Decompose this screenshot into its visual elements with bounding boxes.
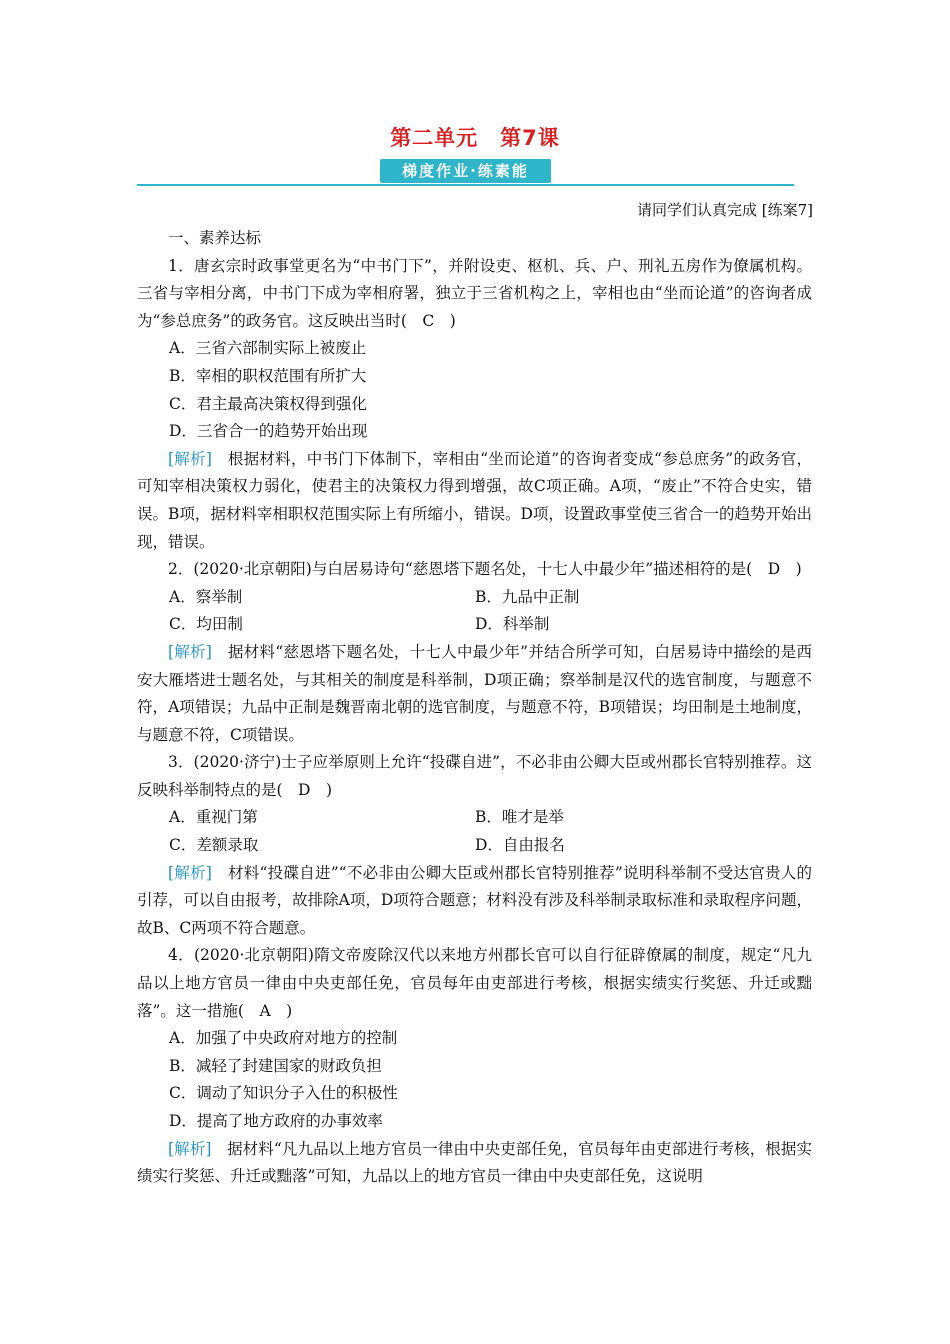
question-1-option-a: A．三省六部制实际上被废止: [169, 339, 367, 358]
question-1-option-b: B．宰相的职权范围有所扩大: [169, 366, 367, 385]
question-2-analysis: [137, 639, 812, 749]
analysis-text: 据材料“凡九品以上地方官员一律由中央吏部任免，官员每年由吏部进行考核，根据实绩实行奖惩、升迁或黜落”可知，九品以上的地方官员一律由中央吏部任免，这说明: [137, 1139, 812, 1186]
practice-note: 请同学们认真完成 [练案7]: [636, 201, 813, 219]
question-3-analysis: [137, 860, 812, 943]
question-1-option-d: D．三省合一的趋势开始出现: [169, 422, 368, 441]
question-2-options-row-1: [137, 584, 812, 612]
question-2-option-a: A．察举制: [169, 587, 243, 606]
question-2-option-b: B．九品中正制: [475, 587, 580, 606]
analysis-tag: [解析]: [168, 863, 212, 882]
analysis-text: 根据材料，中书门下体制下，宰相由“坐而论道”的咨询者变成“参总庶务”的政务官，可知宰相决策权力弱化，使君主的决策权力得到增强，故C项正确。A项，“废止”不符合史实，错误。B项，据材料宰相职权范围实际上有所缩小，错误。D项，设置政事堂使三省合一的趋势开始出现，错误。: [137, 449, 812, 551]
question-2-option-c: C．均田制: [169, 615, 243, 634]
question-2-stem: 2．(2020·北京朝阳)与白居易诗句“慈恩塔下题名处，十七人中最少年”描述相符的是( D ): [168, 560, 802, 579]
analysis-text: 据材料“慈恩塔下题名处，十七人中最少年”并结合所学可知，白居易诗中描绘的是西安大雁塔进士题名处，与其相关的制度是科举制，D项正确；察举制是汉代的选官制度，与题意不符，A项错误；九品中正制是魏晋南北朝的选官制度，与题意不符，B项错误；均田制是土地制度，与题意不符，C项错误。: [137, 642, 812, 744]
section-banner: [380, 159, 551, 183]
analysis-tag: [解析]: [168, 449, 212, 468]
analysis-tag: [解析]: [168, 1139, 212, 1158]
question-3-option-b: B．唯才是举: [475, 808, 564, 827]
analysis-text: 材料“投碟自进”“不必非由公卿大臣或州郡长官特别推荐”说明科举制不受达官贵人的引荐，可以自由报考，故排除A项，D项符合题意；材料没有涉及科举制录取标准和录取程序问题，故B、C两项不符合题意。: [137, 863, 812, 937]
question-3-options-row-2: [137, 832, 812, 860]
question-2-option-d: D．科举制: [475, 615, 550, 634]
question-3-option-a: A．重视门第: [169, 808, 258, 827]
question-4-stem: 4．(2020·北京朝阳)隋文帝废除汉代以来地方州郡长官可以自行征辟僚属的制度，规定“凡九品以上地方官员一律由中央吏部任免，官员每年由吏部进行考核，根据实绩实行奖惩、升迁或黜落”。这一措施( A ): [137, 946, 812, 1020]
section-heading: 一、素养达标: [168, 229, 262, 247]
question-4-option-b: B．减轻了封建国家的财政负担: [169, 1056, 382, 1075]
question-3-option-d: D．自由报名: [475, 836, 565, 855]
question-4-option-d: D．提高了地方政府的办事效率: [169, 1112, 383, 1130]
page-title: 第二单元 第7课: [390, 126, 560, 150]
question-2-options-row-2: [137, 611, 812, 639]
question-1-stem: 1．唐玄宗时政事堂更名为“中书门下”，并附设吏、枢机、兵、户、刑礼五房作为僚属机构。三省与宰相分离，中书门下成为宰相府署，独立于三省机构之上，宰相也由“坐而论道”的咨询者成为“参总庶务”的政务官。这反映出当时( C ): [137, 256, 812, 330]
question-4-option-a: A．加强了中央政府对地方的控制: [169, 1029, 398, 1048]
banner-label: 梯度作业·练素能: [402, 162, 529, 180]
question-3-options-row-1: [137, 804, 812, 832]
document-body: [137, 225, 812, 1191]
question-1-analysis: [137, 446, 812, 556]
question-3-option-c: C．差额录取: [169, 836, 259, 855]
question-4-analysis: [137, 1136, 812, 1191]
question-1-option-c: C．君主最高决策权得到强化: [169, 394, 367, 413]
header-divider: [137, 184, 794, 186]
analysis-tag: [解析]: [168, 642, 212, 661]
question-3-stem: 3．(2020·济宁)士子应举原则上允许“投碟自进”，不必非由公卿大臣或州郡长官特别推荐。这反映科举制特点的是( D ): [137, 753, 812, 799]
question-4-option-c: C．调动了知识分子入仕的积极性: [169, 1084, 398, 1103]
